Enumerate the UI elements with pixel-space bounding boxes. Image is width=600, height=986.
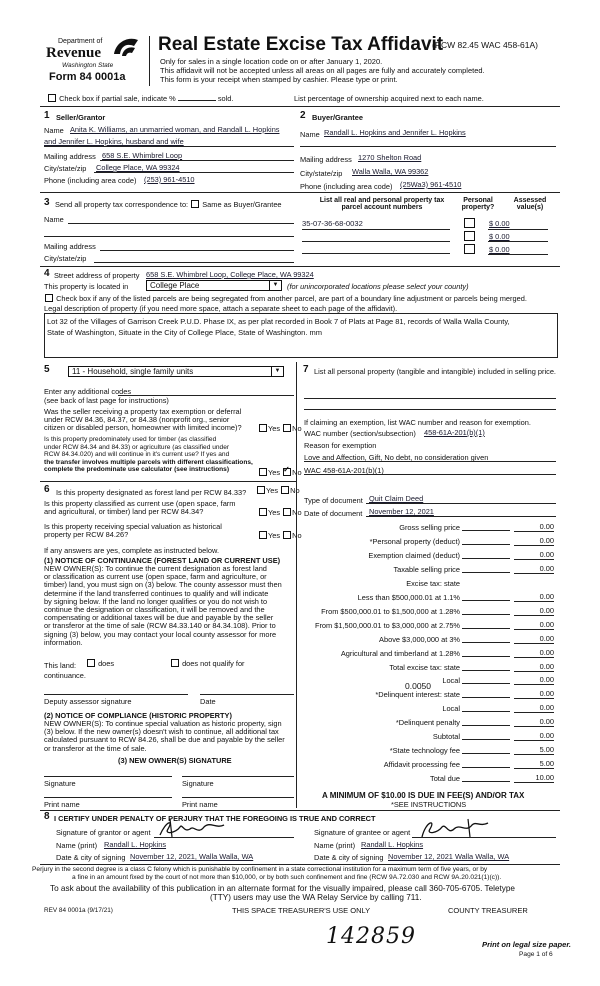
fee-value[interactable]: 0.00 [514,648,554,658]
wac-value[interactable]: 458-61A-201(b)(1) [424,428,485,437]
minimum-due-note: A MINIMUM OF $10.00 IS DUE IN FEE(S) AND/OR TAX [322,791,525,800]
grantor-sig-label: Signature of grantor or agent [56,828,151,837]
q-line: Is this property receiving special valuation as historical [44,522,222,531]
seller-city-label: City/state/zip [44,164,87,173]
fee-leader-line [462,725,510,726]
buyer-phone-label: Phone (including area code) [300,182,393,191]
fee-leader-line [462,753,510,754]
q1-line: Was the seller receiving a property tax exemption or deferral [44,407,242,416]
fee-value[interactable]: 0.00 [514,536,554,546]
signature-label-1: Signature [44,779,76,788]
hist-line: or transferor at the time of sale. [44,743,147,753]
q2-line: Is this property predominately used for timber (as classified [44,436,217,443]
q1-no-checkbox[interactable] [283,424,291,432]
legal-paper-note: Print on legal size paper. [482,940,572,949]
section-4-number: 4 [44,268,50,279]
assessed-value-1[interactable]: $ 0.00 [489,219,510,228]
personal-property-checkbox-1[interactable] [464,218,475,228]
fee-leader-line [462,642,510,643]
owner-print-field-2[interactable] [182,797,294,798]
partial-sale-label: Check box if partial sale, indicate % [59,94,176,103]
segregated-checkbox[interactable] [45,294,53,302]
seller-heading: Seller/Grantor [56,113,106,122]
segregated-row [44,294,527,303]
agency-logo-text: Revenue [46,45,101,61]
assessed-col-header: Assessed value(s) [513,197,547,211]
legal-text-1: Lot 32 of the Villages of Garrison Creek P.U.D. Phase IX, as per plat recorded in Book 7 of Plats at Page 81, records of Walla Walla County, [47,317,510,326]
fee-leader-line [462,697,510,698]
divider-line [40,106,560,107]
cont-line: or transferor at the time of sale (RCW 84.33.140 or 84.34.108). Prior to [44,621,276,631]
corr-name-label: Name [44,215,64,224]
header-divider [149,36,150,86]
fee-value[interactable]: 10.00 [514,773,554,783]
fee-leader-line [462,614,510,615]
dept-label: Department of [58,38,103,45]
exemption-note: If claiming an exemption, list WAC number and reason for exemption. [304,418,531,427]
fee-leader-line [462,781,510,782]
fee-label: Less than $500,000.01 at 1.1% [357,592,460,602]
partial-sale-row [47,94,233,103]
continuance-heading: (1) NOTICE OF CONTINUANCE (FOREST LAND OR CURRENT USE) [44,556,281,565]
buyer-city-value[interactable]: Walla Walla, WA 99362 [352,167,429,176]
located-note: (for unincorporated locations please select your county) [287,282,469,291]
forest-question: Is this property designated as forest land per RCW 84.33? [56,488,247,497]
seller-mail-value[interactable]: 658 S.E. Whimbrel Loop [102,151,183,160]
continuance-label: continuance. [44,671,86,680]
buyer-phone-value[interactable]: (25Wa3) 961-4510 [400,180,462,189]
fee-value[interactable]: 0.00 [514,522,554,532]
state-label: Washington State [62,62,114,69]
assessor-sig-label: Deputy assessor signature [44,697,132,706]
fee-label: Local [442,676,460,686]
yes-label: Yes [268,468,281,477]
yes-label: Yes [268,424,281,433]
doc-date-value[interactable]: November 12, 2021 [369,507,434,516]
location-select-value: College Place [150,281,200,290]
legal-text-2: State of Washington, Situate in the City of College Place, State of Washington. mm [47,328,323,337]
located-label: This property is located in [44,282,129,291]
fee-value[interactable]: 0.00 [514,675,554,685]
this-land-label: This land: [44,661,77,670]
seller-phone-value[interactable]: (253) 961-4510 [144,175,195,184]
section-2-number: 2 [300,110,306,121]
divider-line [154,837,294,838]
fee-leader-line [462,739,510,740]
divider-line [40,266,560,267]
fee-value[interactable]: 0.00 [514,703,554,713]
parcel-number-1[interactable]: 35-07-36-68-0032 [302,219,363,228]
divider-line [366,516,556,517]
fee-value[interactable]: 0.00 [514,717,554,727]
cont-line: determine if the land transferred continues to qualify and will indicate [44,588,269,598]
header-line-2: This affidavit will not be accepted unless all areas on all pages are fully and accurately completed. [160,66,485,75]
street-value[interactable]: 658 S.E. Whimbrel Loop, College Place, WA 99324 [146,270,314,279]
fee-label: *Delinquent interest: state [375,690,460,700]
fee-label: *Delinquent penalty [395,718,460,728]
fee-value[interactable]: 0.00 [514,592,554,602]
fee-leader-line [462,544,510,545]
use-code-value: 11 - Household, single family units [72,367,194,376]
fee-label: Excise tax: state [406,578,460,588]
doc-date-label: Date of document [304,509,363,518]
fee-leader-line [462,628,510,629]
use-code-select[interactable] [68,366,284,377]
section-7-number: 7 [303,364,309,375]
fee-value[interactable]: 0.00 [514,662,554,672]
new-owner-sig-heading: (3) NEW OWNER(S) SIGNATURE [118,756,232,765]
exemption-question [44,408,242,432]
buyer-name-value[interactable]: Randall L. Hopkins and Jennifer L. Hopkins [324,128,466,137]
county-treasurer-label: COUNTY TREASURER [448,906,528,915]
grantee-date-value[interactable]: November 12, 2021 Walla Walla, WA [388,852,510,861]
no-label: No [292,424,302,433]
q-line: property per RCW 84.26? [44,530,129,539]
grantee-date-label: Date & city of signing [314,853,384,862]
corr-city-label: City/state/zip [44,254,87,263]
grantee-name-label: Name (print) [314,841,356,850]
ownership-note: List percentage of ownership acquired next to each name. [294,94,484,103]
fee-leader-line [462,558,510,559]
divider-line [488,241,548,242]
corr-mail-field[interactable] [100,250,294,251]
corr-mail-label: Mailing address [44,242,96,251]
q1-line: under RCW 84.36, 84.37, or 84.38 (nonprofit org., senior [44,415,230,424]
doc-type-value[interactable]: Quit Claim Deed [369,494,424,503]
fee-label: Agricultural and timberland at 1.28% [340,648,460,658]
divider-line [94,172,294,173]
corr-name-field[interactable] [68,223,294,224]
fee-leader-line [462,683,510,684]
forest-answers [256,486,300,495]
receipt-number: 142859 [326,924,416,949]
header-line-1: Only for sales in a single location code on or after January 1, 2020. [160,57,383,66]
fee-leader-line [462,530,510,531]
grantor-name-value[interactable]: Randall L. Hopkins [104,840,167,849]
divider-line [488,254,548,255]
fee-leader-line [462,656,510,657]
fee-leader-line [462,767,510,768]
divider-line [40,810,560,811]
no-label: No [292,531,302,540]
grantor-name-label: Name (print) [56,841,98,850]
fee-leader-line [462,670,510,671]
yes-label: Yes [268,508,281,517]
local-rate[interactable]: 0.0050 [405,681,431,691]
section-3-number: 3 [44,197,50,208]
forest-yes-checkbox[interactable] [257,486,265,494]
divider-line [366,503,556,504]
parcel-number-2-field[interactable] [302,241,450,242]
timber-question [44,436,253,474]
cont-line: signing (3) below, you may contact your local county assessor for more [44,629,277,639]
doc-type-label: Type of document [304,496,363,505]
cont-line: by signing below. If the land no longer qualifies or you do not wish to [44,596,268,606]
q2-line: RCW 84.34.020) and will continue in it's current use? If yes and [44,451,230,459]
fee-value[interactable]: 5.00 [514,745,554,755]
hist-line: NEW OWNER(S): To continue special valuation as historic property, sign [44,719,282,728]
yes-label: Yes [268,531,281,540]
buyer-name-label: Name [300,130,320,139]
personal-property-label: List all personal property (tangible and intangible) included in selling price. [314,367,556,376]
historic-question [44,523,222,539]
reason-value[interactable]: Love and Affection, Gift, No debt, no consideration given [304,453,489,462]
does-option [86,659,114,668]
fee-label: From $500,000.01 to $1,500,000 at 1.28% [321,606,460,616]
does-qualify-checkbox[interactable] [87,659,95,667]
location-select[interactable] [146,280,282,291]
q-line: and agricultural, or timber) land per RCW 84.34? [44,507,204,516]
divider-line [44,236,294,237]
cont-line: information. [44,637,83,647]
fee-value[interactable]: 0.00 [514,606,554,616]
seller-name-label: Name [44,126,64,135]
header-line-3: This form is your receipt when stamped by cashier. Please type or print. [160,75,398,84]
divider-line [412,837,556,838]
divider-line [40,864,560,865]
buyer-mail-value[interactable]: 1270 Shelton Road [358,153,422,162]
alt-format-line-1: To ask about the availability of this publication in an alternate format for the visually impaired, please call 360-705-6705. Teletype [50,884,515,893]
partial-sale-checkbox[interactable] [48,94,56,102]
sold-label: sold. [217,94,234,103]
hist-line: (3) below. If the new owner(s) doesn't wish to continue, all additional tax [44,727,279,737]
answer-note: If any answers are yes, complete as instructed below. [44,546,219,555]
cont-line: timber) land, you must sign on (3) below. The county assessor must then [44,580,282,590]
seller-city-value[interactable]: College Place, WA 99324 [96,163,180,172]
personal-property-field-2[interactable] [304,409,556,410]
buyer-heading: Buyer/Grantee [312,113,363,122]
divider-line [304,474,556,475]
owner-signature-field-1[interactable] [44,776,172,777]
q1-line: citizen or disabled person, homeowner with limited income)? [44,423,242,432]
seller-name-line-1[interactable]: Anita K. Williams, an unmarried woman, and Randall L. Hopkins [70,125,280,134]
fee-label: Subtotal [432,732,460,742]
historic-heading: (2) NOTICE OF COMPLIANCE (HISTORIC PROPERTY) [44,711,232,720]
correspondence-row [55,200,282,209]
form-citation: (RCW 82.45 WAC 458-61A) [432,40,538,50]
personal-property-field-1[interactable] [304,398,556,399]
print-name-label-2: Print name [182,800,218,809]
legal-label: Legal description of property (if you need more space, attach a separate sheet to each page of the affidavit). [44,304,398,313]
seller-name-line-2[interactable]: and Jennifer L. Hopkins, husband and wife [44,137,184,146]
fee-label: Exemption claimed (deduct) [368,550,460,560]
fee-label: *State technology fee [389,746,460,756]
current-use-no-checkbox[interactable] [283,508,291,516]
certify-heading: I CERTIFY UNDER PENALTY OF PERJURY THAT THE FOREGOING IS TRUE AND CORRECT [54,814,376,823]
reason-value-2[interactable]: WAC 458-61A-201(b)(1) [304,466,384,475]
signature-label-2: Signature [182,779,214,788]
correspondence-label: Send all property tax correspondence to: [55,200,189,209]
wac-label: WAC number (section/subsection) [304,429,416,438]
same-as-buyer-checkbox[interactable] [191,200,199,208]
no-label: No [292,468,302,477]
assessor-signature-field[interactable] [44,694,188,695]
grantor-date-value[interactable]: November 12, 2021, Walla Walla, WA [130,852,254,861]
page-number: Page 1 of 6 [519,951,553,958]
divider-line [488,229,548,230]
treasurer-only-label: THIS SPACE TREASURER'S USE ONLY [232,906,371,915]
section-1-number: 1 [44,110,50,121]
not-qualify-label: does not qualify for [182,659,245,668]
assessed-value-3[interactable]: $ 0.00 [489,245,510,254]
codes-note: (see back of last page for instructions) [44,396,169,405]
fee-value[interactable]: 0.00 [514,550,554,560]
divider-line [44,146,294,147]
fee-value[interactable]: 0.00 [514,564,554,574]
form-title: Real Estate Excise Tax Affidavit [158,34,444,55]
parcel-col-header: List all real and personal property tax parcel account numbers [319,197,445,211]
seller-mail-label: Mailing address [44,152,96,161]
divider-line [40,481,296,482]
personal-col-header: Personal property? [461,197,495,211]
reason-label: Reason for exemption [304,441,377,450]
no-label: No [292,508,302,517]
q2-yes-checkbox[interactable] [259,468,267,476]
personal-property-checkbox-2[interactable] [464,231,475,241]
q2-line: under RCW 84.34 and 84.33) or agriculture (as classified under [44,443,230,451]
fee-value[interactable]: 0.00 [514,620,554,630]
cont-line: or classification as current use (open space, farm and agriculture, or [44,572,267,582]
buyer-city-label: City/state/zip [300,169,343,178]
segregated-label: Check box if any of the listed parcels are being segregated from another parcel, are part of a boundary line adjustment or parcels being merged. [56,294,527,303]
q2-no-checkbox[interactable] [283,468,291,476]
grantor-date-label: Date & city of signing [56,853,126,862]
q2-line: complete the predominate use calculator (see instructions) [44,466,230,474]
legal-description-box[interactable] [44,313,558,358]
fee-label: Total due [430,774,460,784]
yes-label: Yes [266,486,279,495]
print-name-label-1: Print name [44,800,80,809]
assessed-value-2[interactable]: $ 0.00 [489,232,510,241]
revision-label: REV 84 0001a (9/17/21) [44,907,113,914]
cont-line: NEW OWNER(S): To continue the current designation as forest land [44,564,267,573]
cont-line: continue the designation or classification, it will be removed and the [44,605,265,615]
perjury-line-1: Perjury in the second degree is a class C felony which is punishable by confinement in a state correctional institution for a maximum term of five years, or by [32,866,488,873]
dor-logo-icon [110,34,142,60]
fee-leader-line [462,572,510,573]
corr-city-field[interactable] [94,262,294,263]
divider-line [300,146,556,147]
fee-label: Affidavit processing fee [383,760,460,770]
alt-format-line-2: (TTY) users may use the WA Relay Service by calling 711. [210,893,422,902]
partial-percent-field[interactable] [178,100,216,101]
grantee-name-value[interactable]: Randall L. Hopkins [361,840,424,849]
fee-leader-line [462,600,510,601]
parcel-number-3-field[interactable] [302,253,450,254]
current-use-question [44,500,235,516]
fee-leader-line [462,711,510,712]
cont-line: compensating or additional taxes will be due and payable by the seller [44,613,274,623]
fee-label: From $1,500,000.01 to $3,000,000 at 2.75% [314,620,460,630]
hist-line: calculated pursuant to RCW 84.26, shall be due and payable by the seller [44,735,285,745]
fee-label: Above $3,000,000 at 3% [379,634,460,644]
buyer-mail-label: Mailing address [300,155,352,164]
street-label: Street address of property [54,271,140,280]
owner-print-field-1[interactable] [44,797,172,798]
section-5-number: 5 [44,364,50,375]
fee-value[interactable]: 0.00 [514,634,554,644]
fee-label: *Personal property (deduct) [369,536,460,546]
divider-line [304,461,556,462]
see-instructions: *SEE INSTRUCTIONS [391,800,467,809]
section-8-number: 8 [44,811,50,822]
current-use-yes-checkbox[interactable] [259,508,267,516]
perjury-line-2: a fine in an amount fixed by the court of not more than $10,000, or by both such confinement and fine (RCW 9A.72.030 and RCW 9A.20.021(1)(c)). [72,874,502,881]
fee-label: Gross selling price [399,523,460,532]
grantee-sig-label: Signature of grantee or agent [314,828,411,837]
no-label: No [290,486,300,495]
q2-line: the transfer involves multiple parcels with different classifications, [44,458,253,466]
codes-label: Enter any additional codes [44,387,132,396]
same-as-buyer-label: Same as Buyer/Grantee [202,200,282,209]
personal-property-checkbox-3[interactable] [464,244,475,254]
fee-value[interactable]: 5.00 [514,759,554,769]
divider-line [40,192,560,193]
fee-value[interactable]: 0.00 [514,689,554,699]
form-number: Form 84 0001a [49,71,126,83]
not-qualify-checkbox[interactable] [171,659,179,667]
seller-phone-label: Phone (including area code) [44,176,137,185]
fee-value[interactable]: 0.00 [514,731,554,741]
divider-line [302,229,450,230]
q-line: Is this property classified as current use (open space, farm [44,499,236,508]
fee-label: Taxable selling price [393,564,460,574]
divider-line [100,160,294,161]
chevron-down-icon: ▼ [271,367,283,376]
q1-yes-checkbox[interactable] [259,424,267,432]
fee-label: Total excise tax: state [389,662,460,672]
assessor-date-label: Date [200,697,216,706]
does-label: does [98,659,115,668]
section-6-number: 6 [44,484,50,495]
chevron-down-icon: ▼ [269,281,281,290]
forest-no-checkbox[interactable] [281,486,289,494]
fee-label: Local [442,704,460,714]
